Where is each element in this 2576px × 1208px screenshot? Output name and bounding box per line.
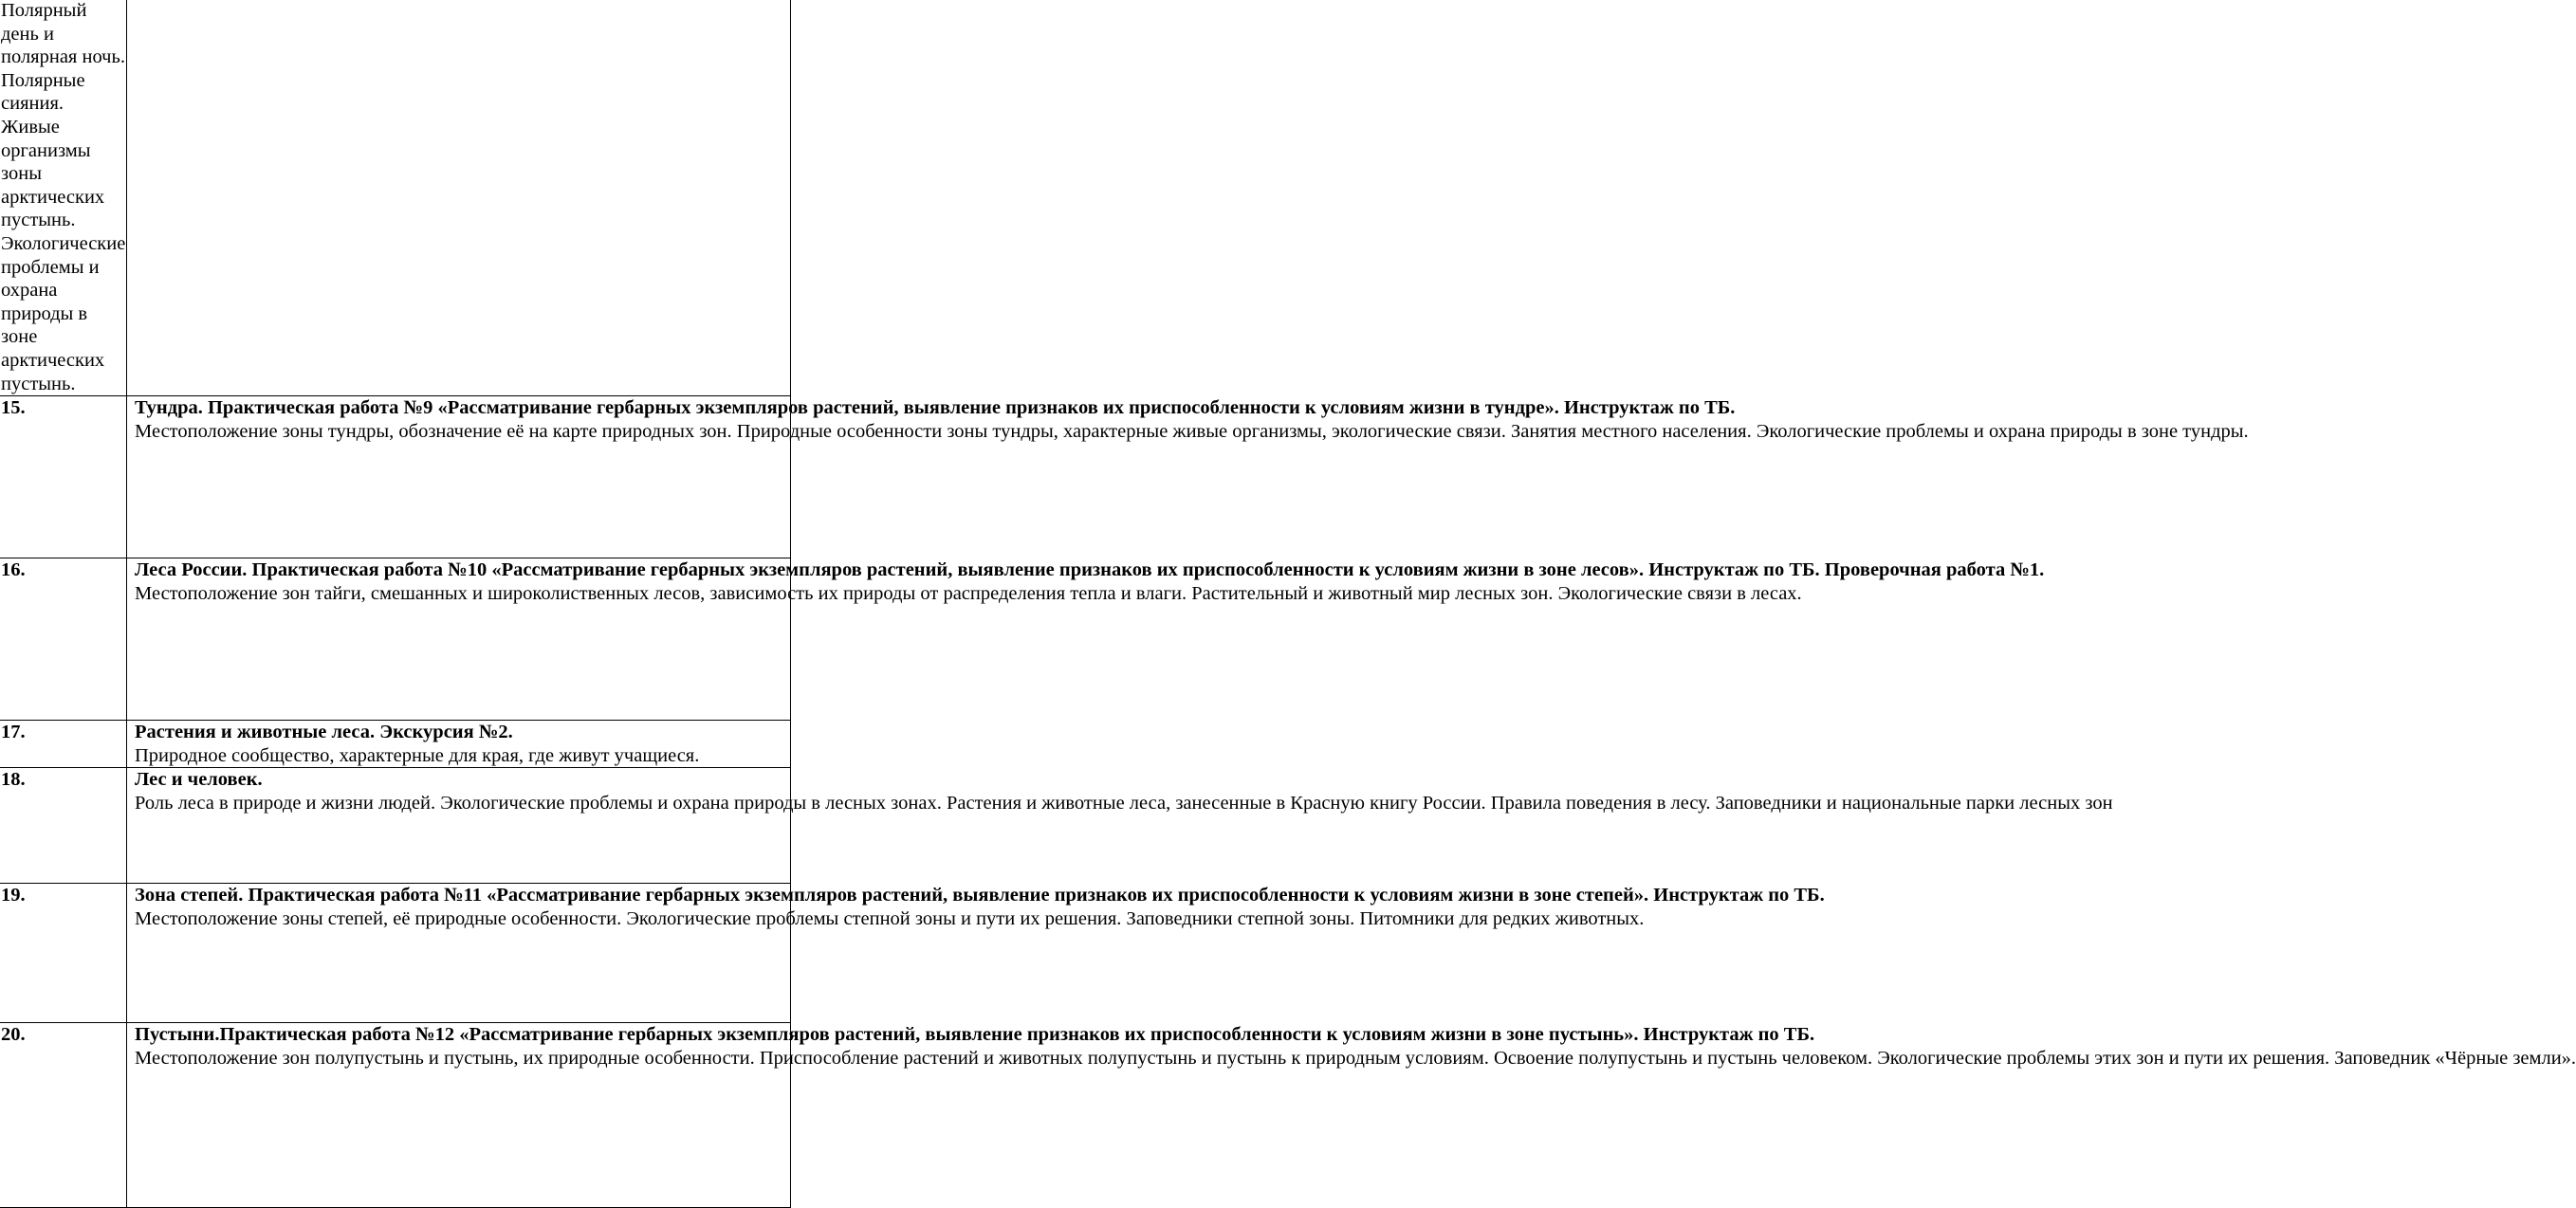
- table-row: [0, 1023, 791, 1208]
- lesson-title: Тундра. Практическая работа №9 «Рассматривание гербарных экземпляров растений, выявление признаков их приспособленности к условиям жизни в тундре». Инструктаж по ТБ.: [135, 397, 1736, 419]
- lesson-number: 17.: [0, 721, 127, 768]
- lesson-topic-cell: [127, 768, 2113, 884]
- table-row: [0, 396, 791, 558]
- lesson-title: Зона степей. Практическая работа №11 «Рассматривание гербарных экземпляров растений, выявление признаков их приспособленности к условиям жизни в зоне степей». Инструктаж по ТБ.: [135, 885, 1825, 906]
- lesson-number: 20.: [0, 1023, 127, 1208]
- lesson-number: 16.: [0, 558, 127, 721]
- lesson-topic-cell: [127, 1023, 2576, 1208]
- lesson-title: Пустыни.Практическая работа №12 «Рассматривание гербарных экземпляров растений, выявление признаков их приспособленности к условиям жизни в зоне пустынь». Инструктаж по ТБ.: [135, 1024, 1815, 1046]
- lesson-number: 15.: [0, 396, 127, 558]
- lesson-description: Природное сообщество, характерные для края, где живут учащиеся.: [135, 744, 700, 766]
- lesson-description: Местоположение зон тайги, смешанных и широколиственных лесов, зависимость их природы от распределения тепла и влаги. Растительный и животный мир лесных зон. Экологические связи в лесах.: [135, 582, 1802, 604]
- lesson-description: Местоположение зоны тундры, обозначение её на карте природных зон. Природные особенности зоны тундры, характерные живые организмы, экологические связи. Занятия местного населения. Экологические проблемы и охрана природы в зоне тундры.: [135, 420, 2249, 442]
- lesson-title: Лес и человек.: [135, 769, 263, 791]
- table-row: [0, 768, 791, 884]
- lesson-title: Леса России. Практическая работа №10 «Рассматривание гербарных экземпляров растений, выявление признаков их приспособленности к условиям жизни в зоне лесов». Инструктаж по ТБ. Проверочная работа №1.: [135, 559, 2045, 581]
- lesson-topic-cell: [127, 396, 2249, 558]
- lesson-description: Роль леса в природе и жизни людей. Экологические проблемы и охрана природы в лесных зонах. Растения и животные леса, занесенные в Красную книгу России. Правила поведения в лесу. Заповедники и национальные парки лесных зон: [135, 792, 2113, 814]
- lesson-title: Растения и животные леса. Экскурсия №2.: [135, 722, 513, 743]
- table-row: [0, 558, 791, 721]
- table-row: [0, 721, 791, 768]
- table-row-top: [0, 0, 791, 396]
- lesson-topic-cell: [127, 721, 791, 768]
- lesson-topic-cell: [127, 884, 1825, 1023]
- lesson-topic-cell: [127, 558, 2045, 721]
- table-row: [0, 884, 791, 1023]
- topic-list-cell: Полярный день и полярная ночь. Полярные сияния. Живые организмы зоны арктических пустынь. Экологические проблемы и охрана природы в зоне арктических пустынь.: [0, 0, 127, 396]
- lesson-description: Местоположение зон полупустынь и пустынь, их природные особенности. Приспособление растений и животных полупустынь и пустынь к природным условиям. Освоение полупустынь и пустынь человеком. Экологические проблемы этих зон и пути их решения. Заповедник «Чёрные земли».: [135, 1047, 2576, 1069]
- empty-topic-cell: [127, 0, 791, 396]
- lesson-description: Местоположение зоны степей, её природные особенности. Экологические проблемы степной зоны и пути их решения. Заповедники степной зоны. Питомники для редких животных.: [135, 907, 1645, 929]
- lesson-number: 19.: [0, 884, 127, 1023]
- lesson-number: 18.: [0, 768, 127, 884]
